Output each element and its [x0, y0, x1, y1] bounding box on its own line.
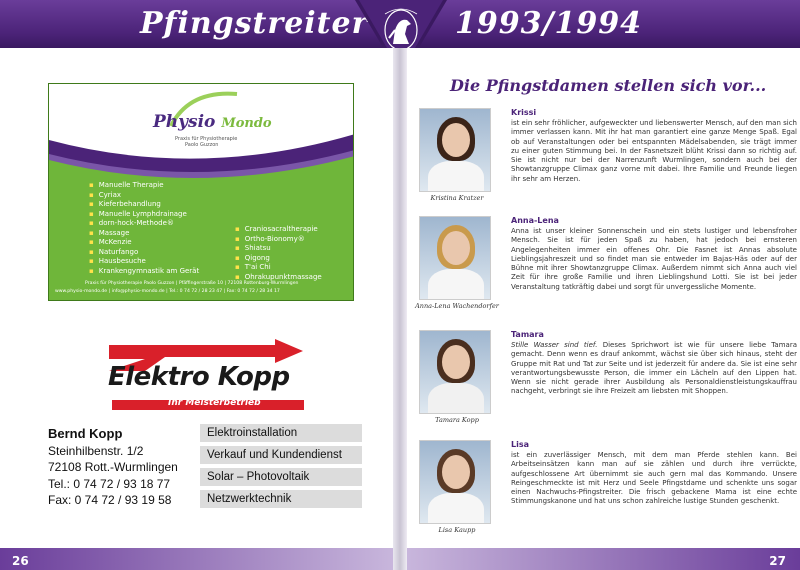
physio-services-list-1 — [89, 181, 199, 276]
list-item: ▪ Naturfango — [89, 248, 199, 258]
elektro-kopp-logo: Elektro Kopp — [108, 362, 290, 392]
physio-mondo-ad — [48, 83, 354, 301]
list-item: ▪ Hausbesuche — [89, 257, 199, 267]
entry-name: Krissi — [511, 108, 537, 117]
entry-name: Tamara — [511, 330, 544, 339]
contact-city: 72108 Rott.-Wurmlingen — [48, 460, 178, 474]
contact-street: Steinhilbenstr. 1/2 — [48, 443, 144, 458]
page-heading: Die Pfingstdamen stellen sich vor... — [450, 76, 767, 95]
book-spine — [393, 48, 407, 570]
entry-text-rest: Dieses Sprichwort ist wie für unsere liebe Tamara gemacht. Denn wenn es drauf ankommt, wächst sie über sich hinaus, steht der Gruppe mit Rat und Tat zur Seite und ist jederzeit für andere da. Sie ist eine sehr verantwortungsbewusste Person, die immer ein Lächeln auf den Lippen hat. Wenn sie nicht gerade ihrer Ausbildung als Personaldienstleistungskauffrau nachgeht, verbringt sie ihre Freizeit am liebsten mit Shoppen. — [511, 341, 797, 396]
physio-services-list-2 — [235, 225, 322, 282]
list-item: ▪ Ohrakupunktmassage — [235, 273, 322, 283]
photo-caption: Anna-Lena Wachendorfer — [415, 302, 499, 310]
physio-contact-footer: Praxis für Physiotherapie Paolo Guzzon | Pfäffingerstraße 10 | 72108 Rottenburg-Wurmlingen www.physio-mondo.de | info@physio-mondo.de | Tel.: 0 74 72 / 28 23 47 | Fax: 0 74 72 / 28 34 17 — [55, 281, 299, 294]
right-page — [407, 48, 800, 570]
contact-phone: Tel.: 0 74 72 / 93 18 77 — [48, 476, 171, 491]
entry-text: ist ein zuverlässiger Mensch, mit dem man Pferde stehlen kann. Bei Arbeitseinsätzen kann man auf sie zählen und durch ihre verrückte, aufgeschlossene Art übernimmt sie auch gern mal das Kommando. Unsere Reingeschmeckte ist mit Herz und Seele Pfingstdame und schenkte uns sogar einen Nachwuchs-Pfingstreiter. Die frisch gebackene Mama ist eine echte Stimmungskanone und hat uns schon zahlreiche lustige Stunden geschenkt. — [511, 451, 797, 506]
entry-quote: Stille Wasser sind tief. — [511, 341, 598, 349]
elektro-services — [200, 424, 362, 512]
list-item: ▪ T'ai Chi — [235, 263, 322, 273]
list-item: ▪ Shiatsu — [235, 244, 322, 254]
left-page — [0, 48, 393, 570]
footer-bar-right — [407, 548, 800, 570]
contact-name: Bernd Kopp — [48, 426, 123, 441]
page-number-left: 26 — [12, 554, 29, 568]
entry-text: Anna ist unser kleiner Sonnenschein und ein stets lustiger und lebensfroher Mensch. Sie ist für jeden Spaß zu haben, hat jedoch bei ernsteren Angelegenheiten immer ein offenes Ohr. Die Fasnet ist Annas absolute Lieblingsjahreszeit und so findet man sie entweder im Bajas-Häs oder auf der Bühne mit ihrer Showtanzgruppe Climax. Außerdem nimmt sich Anna auch viel Zeit für ihre große Familie und ihren Lieblingshund Lotti. Sie ist bei jeder Veranstaltung tatkräftig dabei und sorgt für unvergessliche Momente. — [511, 227, 797, 291]
list-item: Solar – Photovoltaik — [200, 468, 362, 486]
list-item: ▪ Manuelle Therapie — [89, 181, 199, 191]
list-item: ▪ Krankengymnastik am Gerät — [89, 267, 199, 277]
list-item: ▪ dorn-hock-Methode® — [89, 219, 199, 229]
entry-name: Lisa — [511, 440, 529, 449]
list-item: ▪ Massage — [89, 229, 199, 239]
list-item: ▪ Cyriax — [89, 191, 199, 201]
portrait-photo — [419, 216, 491, 300]
photo-caption: Tamara Kopp — [435, 416, 479, 424]
portrait-photo — [419, 108, 491, 192]
contact-fax: Fax: 0 74 72 / 93 19 58 — [48, 493, 172, 507]
header-title-right: 1993/1994 — [455, 6, 642, 41]
list-item: Verkauf und Kundendienst — [200, 446, 362, 464]
entry-text — [511, 341, 797, 397]
elektro-address — [48, 426, 178, 509]
entry-name: Anna-Lena — [511, 216, 559, 225]
footer-bar-left — [0, 548, 393, 570]
list-item: ▪ McKenzie — [89, 238, 199, 248]
physio-logo: Physio Mondo — [153, 112, 272, 132]
header-title-left: Pfingstreiter — [140, 6, 369, 41]
list-item: ▪ Manuelle Lymphdrainage — [89, 210, 199, 220]
photo-caption: Kristina Kratzer — [430, 194, 484, 202]
list-item: ▪ Craniosacraltherapie — [235, 225, 322, 235]
physio-subtitle: Praxis für Physiotherapie Paolo Guzzon — [175, 136, 238, 148]
elektro-tagline: Ihr Meisterbetrieb — [168, 398, 261, 408]
portrait-photo — [419, 440, 491, 524]
list-item: ▪ Kieferbehandlung — [89, 200, 199, 210]
photo-caption: Lisa Kaupp — [438, 526, 476, 534]
list-item: Netzwerktechnik — [200, 490, 362, 508]
page-number-right: 27 — [769, 554, 786, 568]
list-item: Elektroinstallation — [200, 424, 362, 442]
portrait-photo — [419, 330, 491, 414]
entry-text: ist ein sehr fröhlicher, aufgeweckter und liebenswerter Mensch, auf den man sich immer verlassen kann. Mit ihr hat man garantiert eine ganze Menge Spaß. Egal ob auf Veranstaltungen oder bei entspannten Mädelsabenden, sie trägt immer zu einer guten Stimmung bei. In der Fasnetszeit blüht Krissi dann so richtig auf. Sie ist nicht nur bei der Narrenzunft Wurmlingen, sondern auch bei der Showtanzgruppe Climax ganz vorne mit dabei. Ihre Familie und Freunde liegen ihr sehr am Herzen. — [511, 119, 797, 183]
list-item: ▪ Qigong — [235, 254, 322, 264]
list-item: ▪ Ortho-Bionomy® — [235, 235, 322, 245]
